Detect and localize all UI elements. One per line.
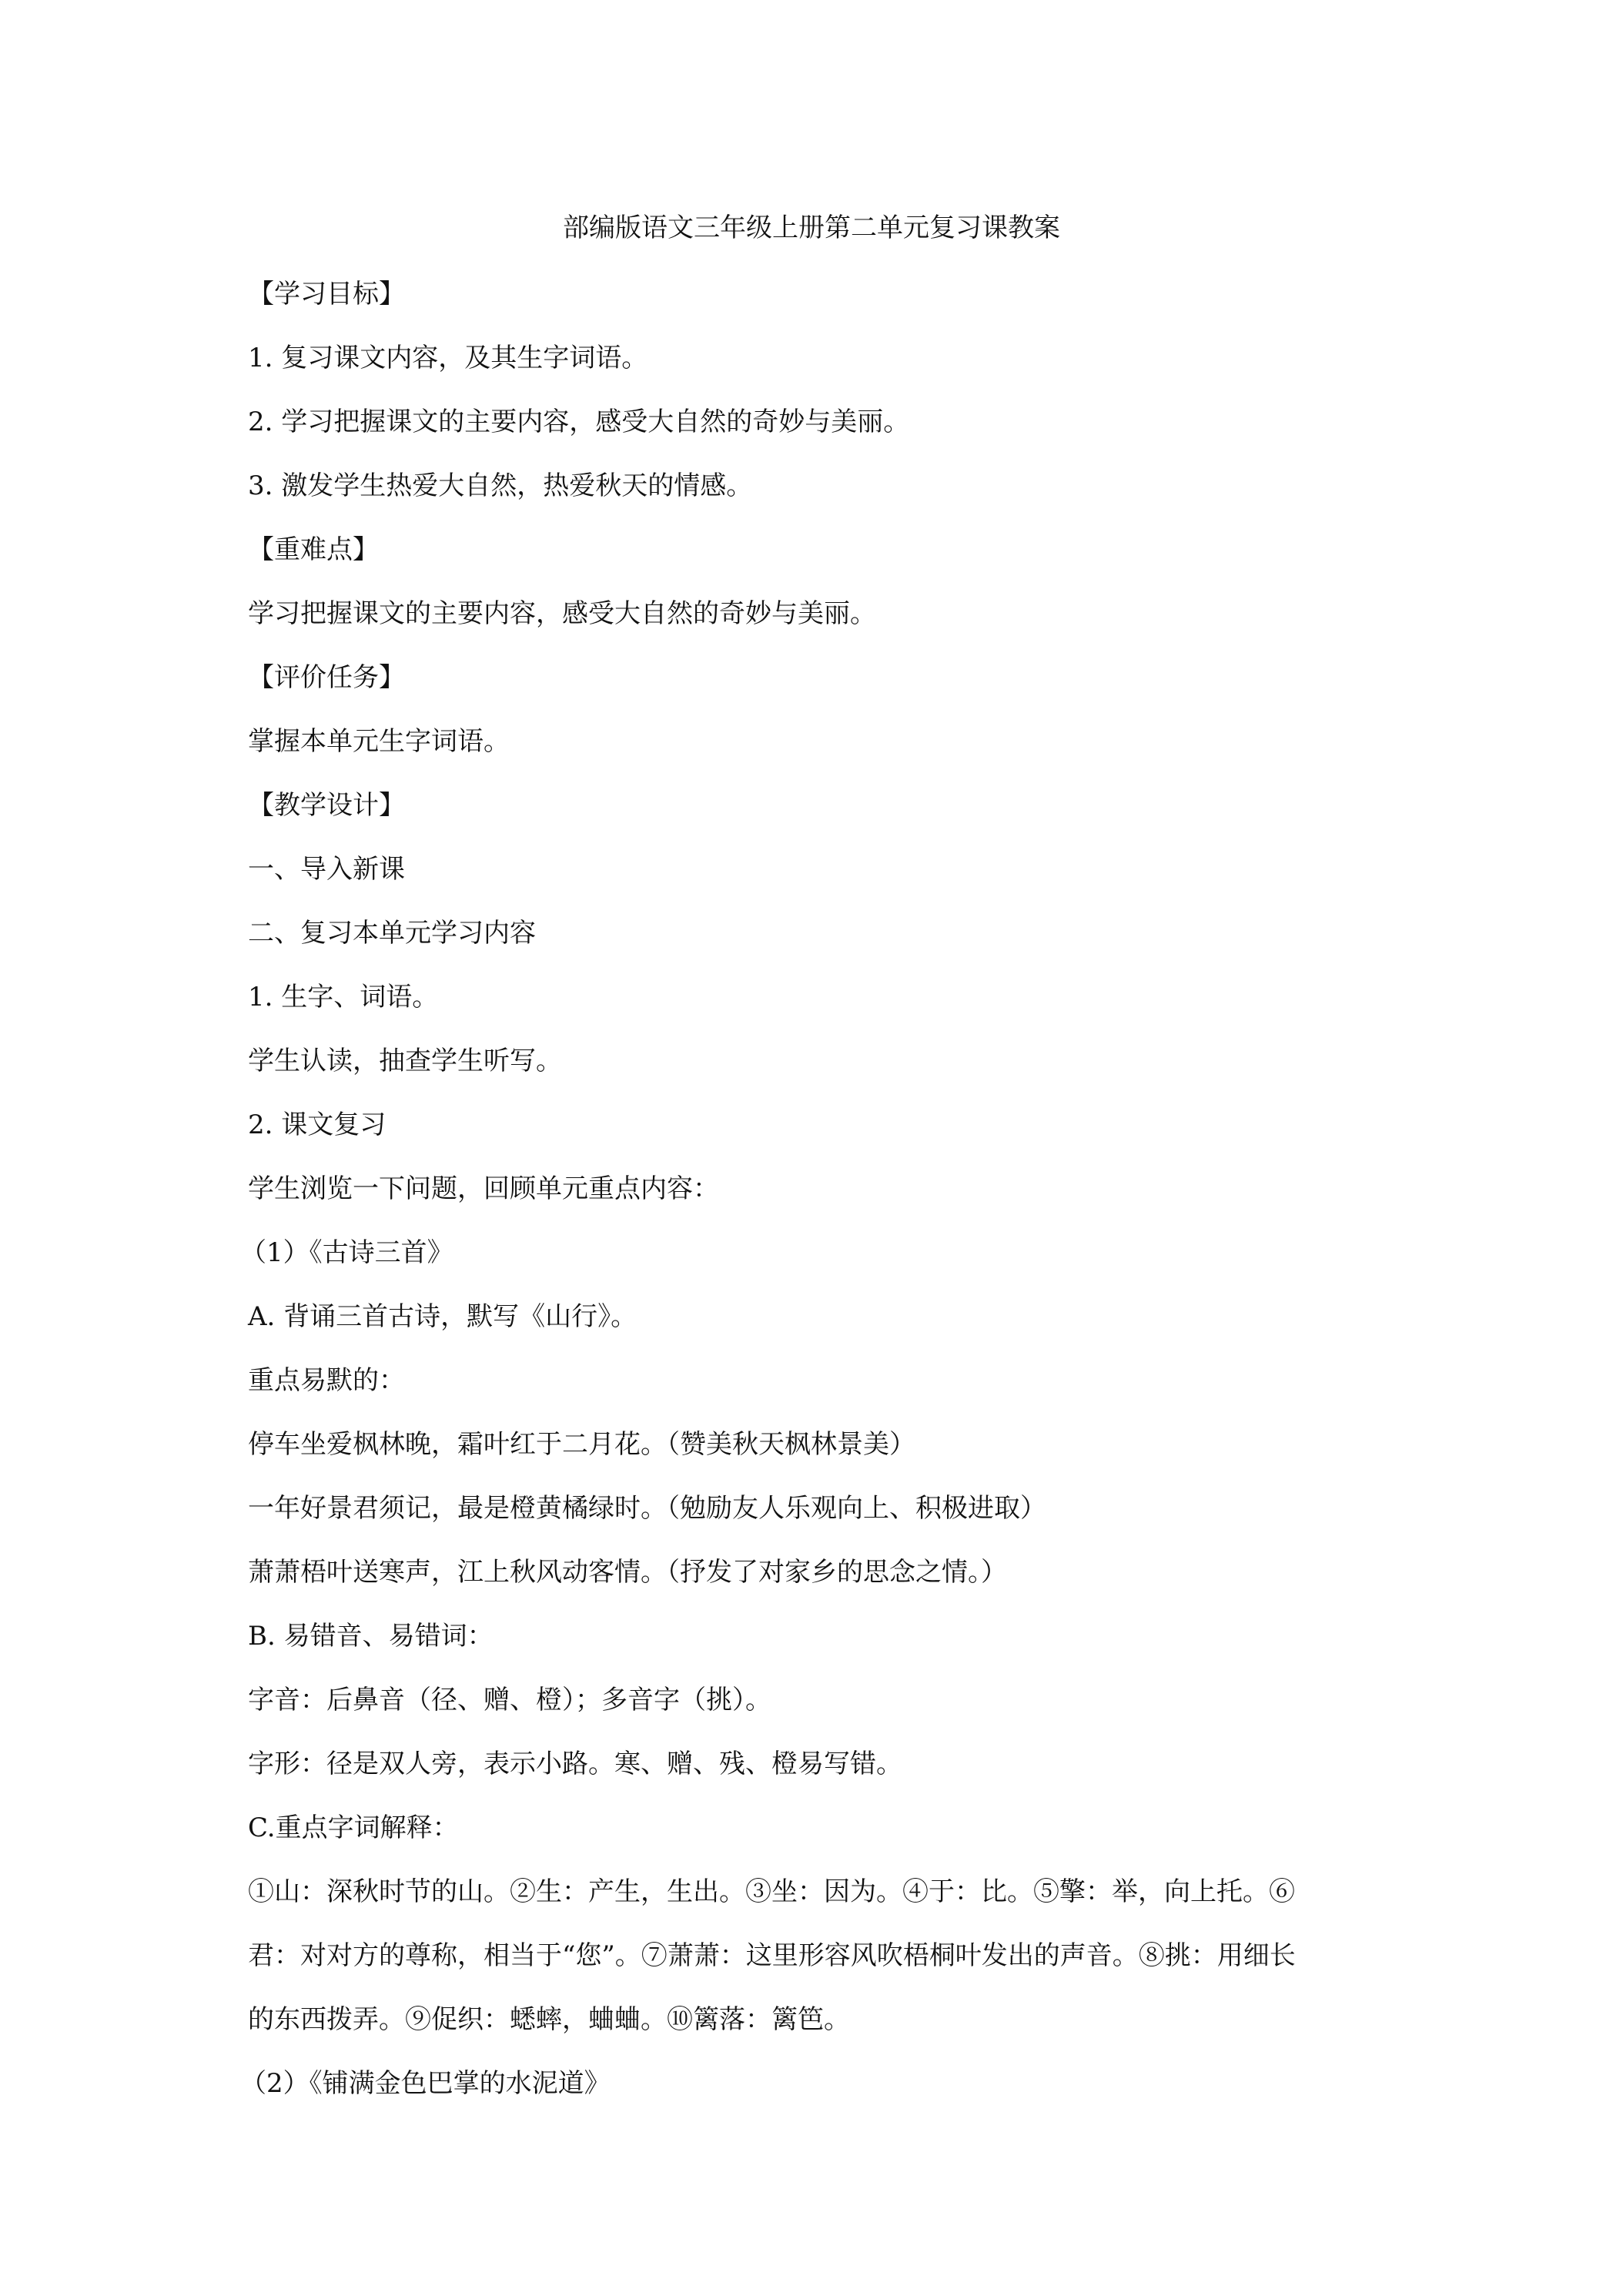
step-1-intro: 一、导入新课 <box>248 854 405 885</box>
review-item-2: 2. 课文复习 <box>248 1110 387 1140</box>
section-heading-key-points: 【重难点】 <box>248 534 379 565</box>
step-2-review: 二、复习本单元学习内容 <box>248 918 536 949</box>
poems-key-dictation-label: 重点易默的： <box>248 1365 405 1396</box>
word-explanations-line-1: ①山：深秋时节的山。②生：产生，生出。③坐：因为。④于：比。⑤擎：举，向上托。⑥ <box>248 1876 1295 1907</box>
key-points-text: 学习把握课文的主要内容，感受大自然的奇妙与美丽。 <box>248 598 876 629</box>
review-item-1: 1. 生字、词语。 <box>248 982 439 1012</box>
goal-1: 1. 复习课文内容，及其生字词语。 <box>248 343 648 373</box>
review-item-1-text: 学生认读，抽查学生听写。 <box>248 1046 562 1076</box>
poems-task-a: A. 背诵三首古诗，默写《山行》。 <box>248 1301 637 1332</box>
document-title: 部编版语文三年级上册第二单元复习课教案 <box>563 213 1060 243</box>
section-heading-evaluation: 【评价任务】 <box>248 662 405 693</box>
evaluation-text: 掌握本单元生字词语。 <box>248 726 510 757</box>
poem-line-3: 萧萧梧叶送寒声，江上秋风动客情。（抒发了对家乡的思念之情。） <box>248 1557 1007 1588</box>
character-shape-notes: 字形：径是双人旁，表示小路。寒、赠、残、橙易写错。 <box>248 1749 902 1779</box>
section-heading-learning-goals: 【学习目标】 <box>248 279 405 310</box>
pronunciation-notes: 字音：后鼻音（径、赠、橙）；多音字（挑）。 <box>248 1685 771 1715</box>
poems-task-c: C.重点字词解释： <box>248 1812 459 1843</box>
word-explanations-line-3: 的东西拨弄。⑨促织：蟋蟀，蛐蛐。⑩篱落：篱笆。 <box>248 2004 850 2035</box>
section-heading-teaching-design: 【教学设计】 <box>248 790 405 821</box>
word-explanations-line-2: 君：对对方的尊称，相当于“您”。⑦萧萧：这里形容风吹梧桐叶发出的声音。⑧挑：用细长 <box>248 1940 1296 1971</box>
goal-2: 2. 学习把握课文的主要内容，感受大自然的奇妙与美丽。 <box>248 407 910 437</box>
review-item-2-text: 学生浏览一下问题，回顾单元重点内容： <box>248 1173 719 1204</box>
goal-3: 3. 激发学生热爱大自然，热爱秋天的情感。 <box>248 470 753 501</box>
subsection-cement-road-heading: （2）《铺满金色巴掌的水泥道》 <box>240 2068 611 2099</box>
subsection-poems-heading: （1）《古诗三首》 <box>240 1237 453 1268</box>
poem-line-2: 一年好景君须记，最是橙黄橘绿时。（勉励友人乐观向上、积极进取） <box>248 1493 1046 1524</box>
poems-task-b: B. 易错音、易错词： <box>248 1621 494 1652</box>
poem-line-1: 停车坐爱枫林晚，霜叶红于二月花。（赞美秋天枫林景美） <box>248 1429 915 1460</box>
